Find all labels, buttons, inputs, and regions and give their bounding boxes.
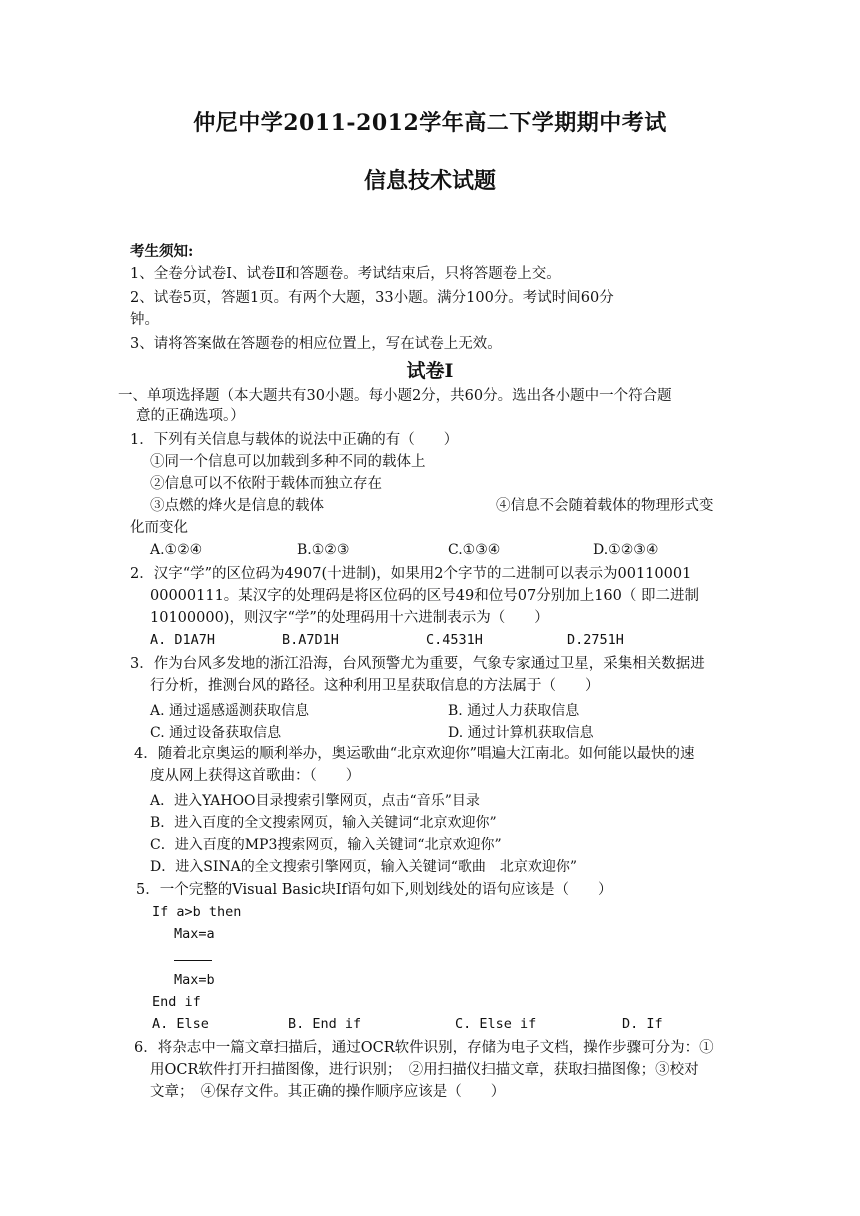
exam-subtitle: 信息技术试题 bbox=[363, 168, 496, 194]
question-statement: ③点燃的烽火是信息的载体 bbox=[150, 498, 324, 514]
question-statement: 化而变化 bbox=[130, 520, 188, 536]
code-line: If a>b then bbox=[152, 904, 242, 920]
question-stem: 00000111。某汉字的处理码是将区位码的区号49和位号07分别加上160（ 即二进制 bbox=[150, 588, 699, 604]
question-stem: 6．将杂志中一篇文章扫描后，通过OCR软件识别，存储为电子文档，操作步骤可分为：① bbox=[134, 1040, 714, 1056]
question-stem: 4．随着北京奥运的顺利举办，奥运歌曲“北京欢迎你”唱遍大江南北。如何能以最快的速 bbox=[134, 746, 695, 762]
question-stem: 用OCR软件打开扫描图像，进行识别； ②用扫描仪扫描文章，获取扫描图像；③校对 bbox=[150, 1062, 699, 1078]
question-statement: ①同一个信息可以加载到多种不同的载体上 bbox=[150, 454, 426, 470]
option-b: B. End if bbox=[288, 1016, 362, 1032]
option-c: C. Else if bbox=[455, 1016, 537, 1032]
option-d: D.2751H bbox=[567, 632, 624, 648]
option-d: D. 通过计算机获取信息 bbox=[448, 725, 594, 741]
option-a: A. D1A7H bbox=[150, 632, 216, 648]
question-statement: ②信息可以不依附于载体而独立存在 bbox=[150, 476, 382, 492]
option-a: A. Else bbox=[152, 1016, 209, 1032]
question-stem: 2．汉字“学”的区位码为4907(十进制)，如果用2个字节的二进制可以表示为00110001 bbox=[130, 566, 692, 582]
notice-item: 1、全卷分试卷Ⅰ、试卷Ⅱ和答题卷。考试结束后，只将答题卷上交。 bbox=[130, 266, 561, 282]
option-a: A. 通过遥感遥测获取信息 bbox=[150, 703, 310, 719]
option-b: B. 通过人力获取信息 bbox=[448, 703, 580, 719]
question-stem: 行分析，推测台风的路径。这种利用卫星获取信息的方法属于（ ） bbox=[150, 678, 600, 694]
option-c: C.4531H bbox=[426, 632, 483, 648]
option-c: C.①③④ bbox=[448, 542, 501, 558]
question-stem: 1．下列有关信息与载体的说法中正确的有（ ） bbox=[130, 432, 459, 448]
code-line: Max=a bbox=[174, 926, 215, 942]
question-stem: 5．一个完整的Visual Basic块If语句如下,则划线处的语句应该是（ ） bbox=[136, 882, 613, 898]
code-line: Max=b bbox=[174, 972, 215, 988]
notice-item: 2、试卷5页，答题1页。有两个大题，33小题。满分100分。考试时间60分 bbox=[130, 290, 614, 306]
option-c: C．进入百度的MP3搜索网页，输入关键词“北京欢迎你” bbox=[150, 837, 502, 853]
notice-item: 3、请将答案做在答题卷的相应位置上，写在试卷上无效。 bbox=[130, 336, 502, 352]
notice-item: 钟。 bbox=[130, 312, 159, 328]
option-c: C. 通过设备获取信息 bbox=[150, 725, 282, 741]
option-d: D. If bbox=[622, 1016, 663, 1032]
option-a: A.①②④ bbox=[150, 542, 203, 558]
section-title: 试卷Ⅰ bbox=[406, 360, 454, 382]
question-stem: 10100000)，则汉字“学”的处理码用十六进制表示为（ ） bbox=[150, 610, 549, 626]
option-b: B．进入百度的全文搜索网页，输入关键词“北京欢迎你” bbox=[150, 815, 497, 831]
option-d: D.①②③④ bbox=[593, 542, 659, 558]
question-stem: 3．作为台风多发地的浙江沿海，台风预警尤为重要，气象专家通过卫星，采集相关数据进 bbox=[130, 656, 705, 672]
option-d: D．进入SINA的全文搜索引擎网页，输入关键词“歌曲 北京欢迎你” bbox=[150, 859, 578, 875]
question-stem: 文章； ④保存文件。其正确的操作顺序应该是（ ） bbox=[150, 1084, 506, 1100]
section-intro: 一、单项选择题（本大题共有30小题。每小题2分，共60分。选出各小题中一个符合题 bbox=[118, 388, 672, 404]
option-b: B.A7D1H bbox=[282, 632, 339, 648]
notice-heading: 考生须知: bbox=[130, 243, 194, 260]
answer-blank bbox=[174, 946, 212, 965]
exam-title: 仲尼中学2011-2012学年高二下学期期中考试 bbox=[193, 110, 667, 136]
code-line: End if bbox=[152, 994, 201, 1010]
section-intro: 意的正确选项。） bbox=[136, 408, 245, 424]
option-b: B.①②③ bbox=[297, 542, 350, 558]
option-a: A．进入YAHOO目录搜索引擎网页，点击“音乐”目录 bbox=[150, 793, 480, 809]
question-statement: ④信息不会随着载体的物理形式变 bbox=[496, 498, 714, 514]
question-stem: 度从网上获得这首歌曲：（ ） bbox=[150, 768, 361, 784]
